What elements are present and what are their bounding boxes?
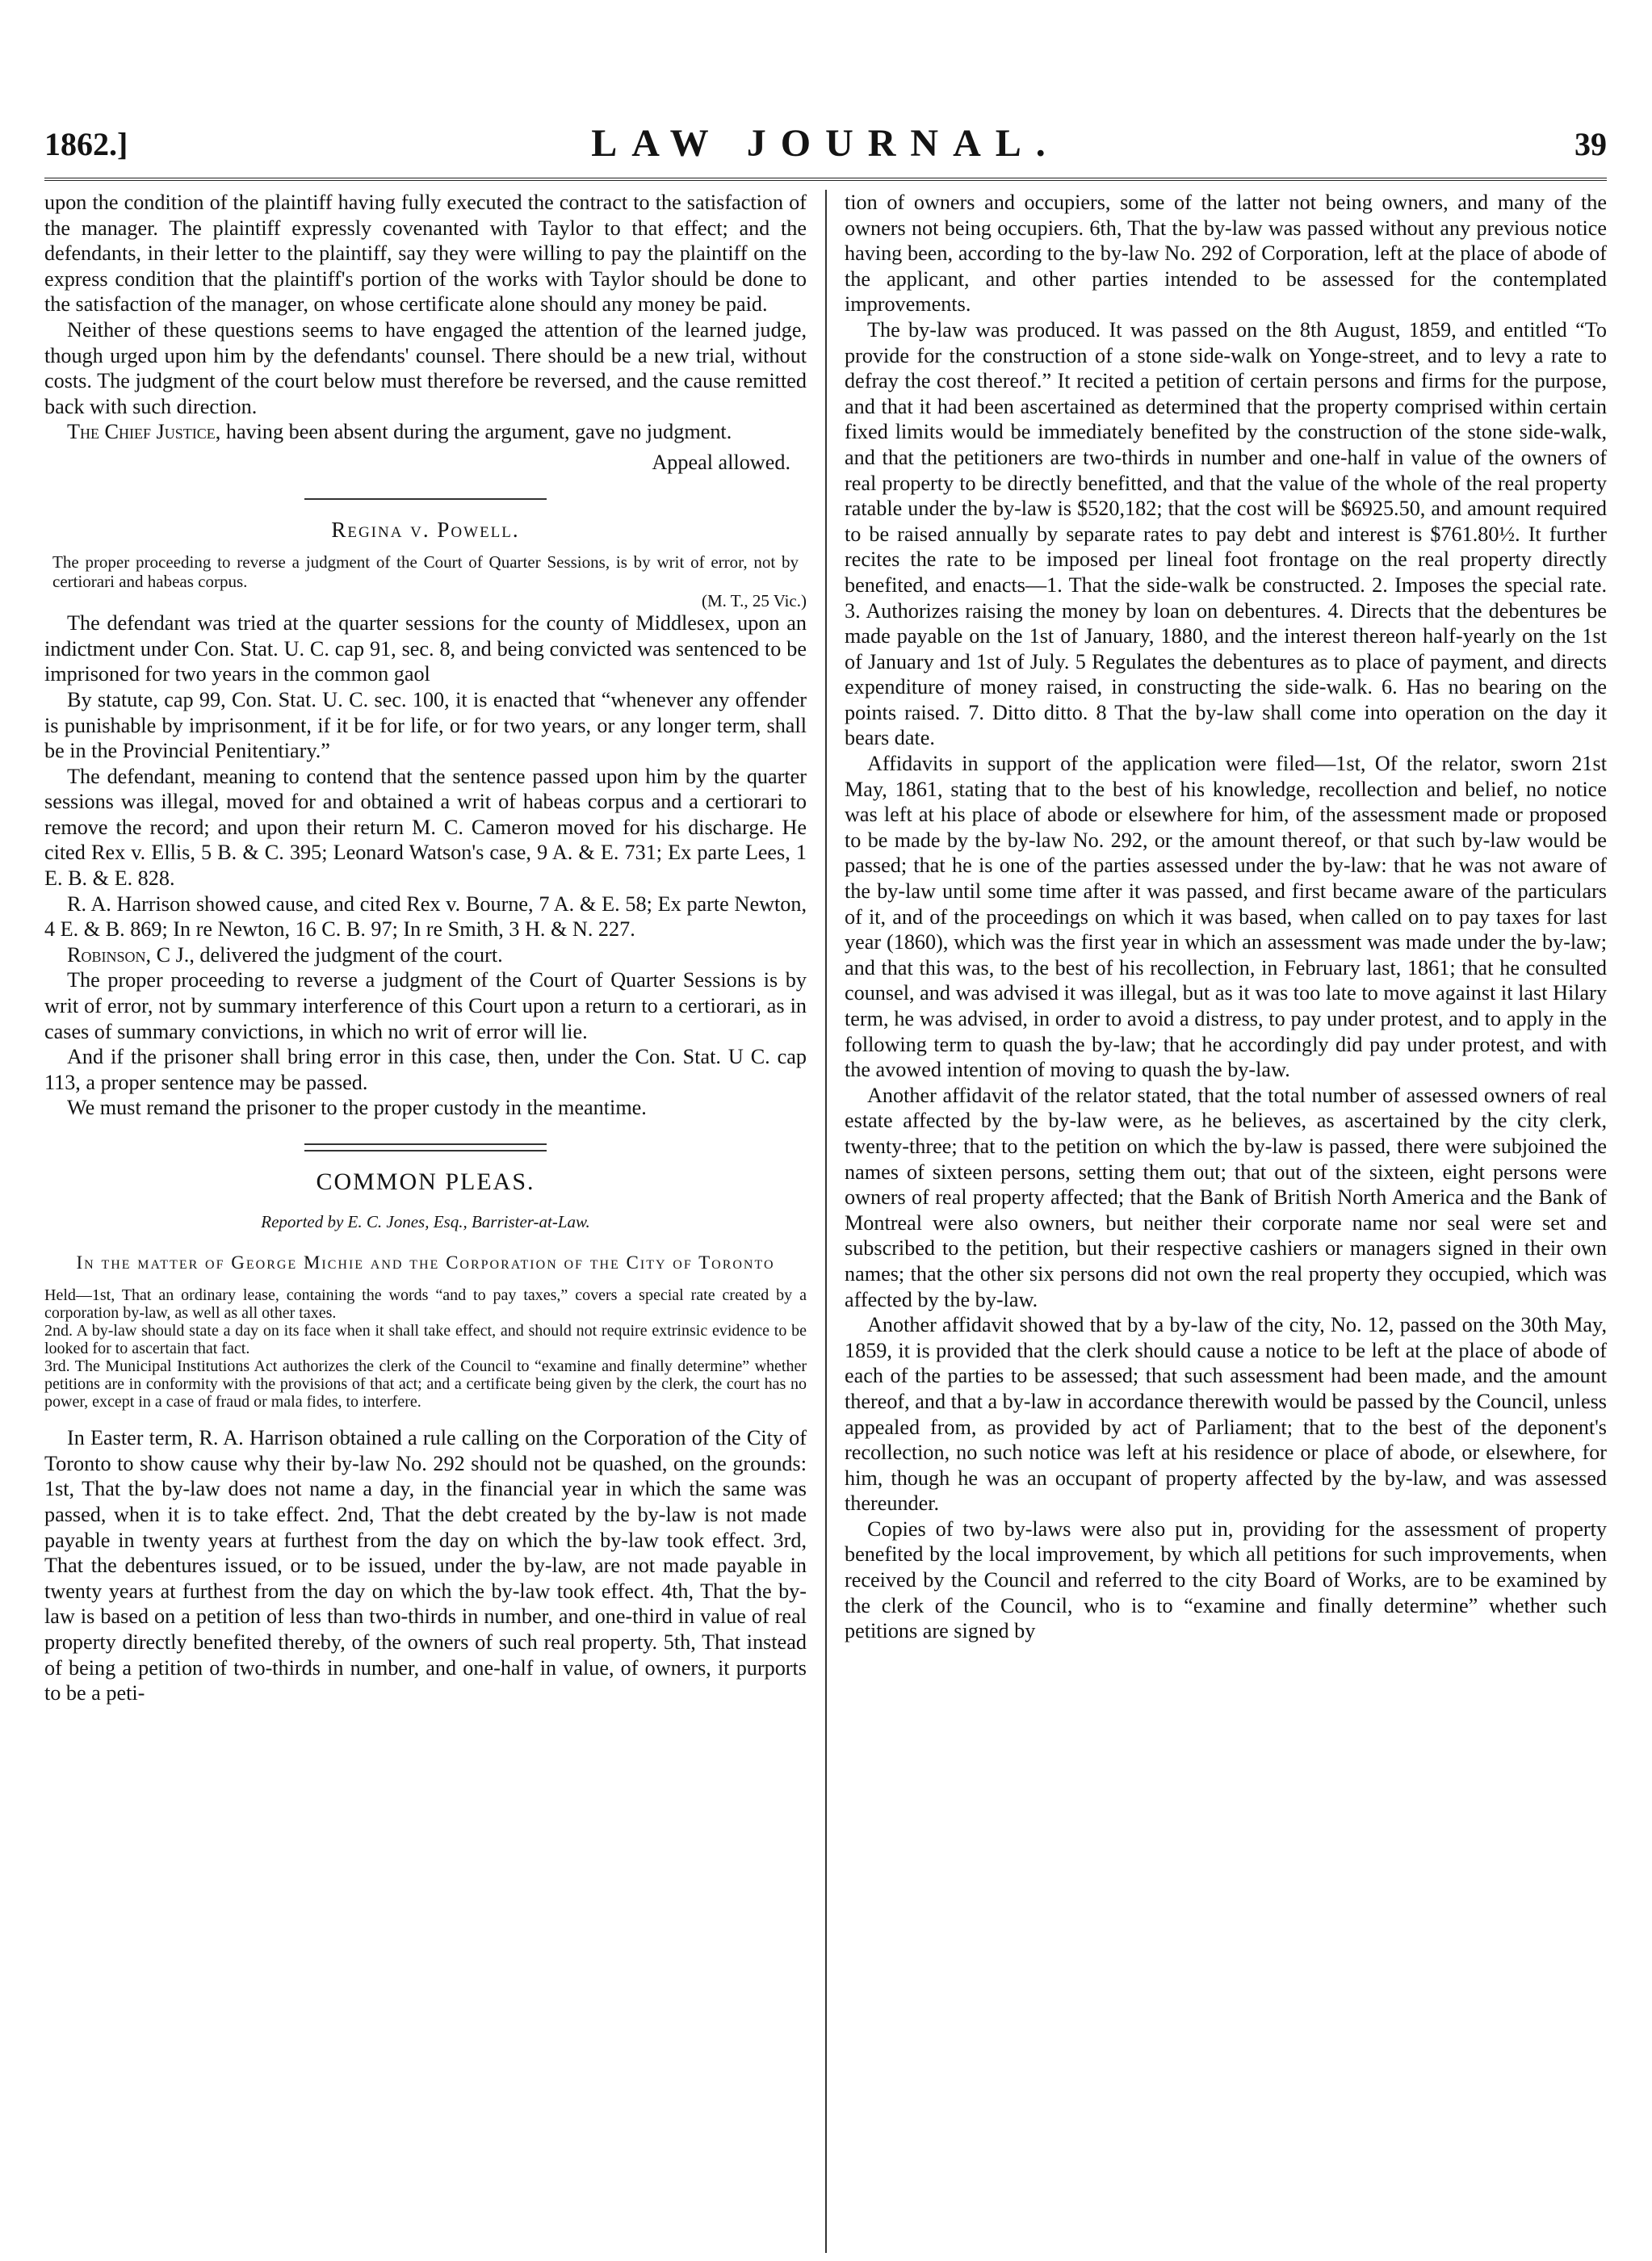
- journal-page: [44, 121, 1607, 1705]
- paragraph: And if the prisoner shall bring error in this case, then, under the Con. Stat. U C. cap 113, a proper sentence may be passed.: [44, 1045, 807, 1094]
- reporter-line: Reported by E. C. Jones, Esq., Barrister-at-Law.: [261, 1211, 590, 1231]
- paragraph: Another affidavit showed that by a by-law of the city, No. 12, passed on the 30th May, 1859, it is provided that the clerk should cause a notice to be left at the place of abode of each of the parties to be assessed; that such assessment had been made, and the amount thereof, and that a by-law in accordance therewith would be passed by the Council, unless appealed from, as provided by act of Parliament; that to the best of the deponent's recollection, no such notice was left at his residence or place of abode, or elsewhere, for him, though he was an occupant of property affected by the by-law, and was assessed thereunder.: [845, 1313, 1607, 1516]
- paragraph: R. A. Harrison showed cause, and cited Rex v. Bourne, 7 A. & E. 58; Ex parte Newton, 4 E. & B. 869; In re Newton, 16 C. B. 97; In re Smith, 3 H. & N. 227.: [44, 891, 807, 942]
- paragraph: [44, 942, 807, 968]
- page-header: [44, 121, 1607, 181]
- paragraph-text: delivered the judgment of the court.: [194, 942, 503, 967]
- held-note: Held—1st, That an ordinary lease, containing the words “and to pay taxes,” covers a special rate created by a corporation by-law, as well as all other taxes.: [44, 1286, 807, 1323]
- appeal-result: Appeal allowed.: [652, 450, 790, 474]
- judge-name: Robinson, C J.,: [67, 942, 195, 967]
- column-divider: [825, 190, 827, 2253]
- paragraph: The by-law was produced. It was passed on the 8th August, 1859, and entitled “To provide for the construction of a stone side-walk on Yonge-street, and to levy a rate to defray the cost thereof.” It recited a petition of certain persons and firms for the purpose, and that it had been ascertained as determined that the property comprised within certain fixed limits would be immediately benefited by the construction of the stone side-walk, and that the petitioners are two-thirds in number and one-half in value of the owners of real property to be directly benefitted, and that the value of the whole of the real property ratable under the by-law is $520,182; that the cost will be $6925.50, and amount required to be raised annually by separate rates to pay debt and interest is $761.80½. It further recites the rate to be imposed per lineal foot frontage on the real property directly benefited, and enacts—1. That the side-walk be constructed. 2. Imposes the special rate. 3. Authorizes raising the money by loan on debentures. 4. Directs that the debentures be made payable on the 1st of January, 1880, and the interest thereon half-yearly on the 1st of January and 1st of July. 5 Regulates the debentures as to place of payment, and directs expenditure of money raised, in constructing the side-walk. 6. Has no bearing on the points raised. 7. Ditto ditto. 8 That the by-law shall come into operation on the day it bears date.: [845, 317, 1607, 750]
- divider: [304, 498, 547, 500]
- paragraph: Copies of two by-laws were also put in, providing for the assessment of property benefited by the local improvement, by which all petitions for such improvements, when received by the Council and referred to the city Board of Works, are to be examined by the clerk of the Council, who is to “examine and finally determine” whether such petitions are signed by: [845, 1516, 1607, 1643]
- held-note: 3rd. The Municipal Institutions Act authorizes the clerk of the Council to “examine and finally determine” whether petitions are in conformity with the provisions of that act; and a certificate being given by the clerk, the court has no power, except in a case of fraud or mala fides, to interfere.: [44, 1357, 807, 1412]
- paragraph: [44, 419, 807, 445]
- paragraph: Another affidavit of the relator stated, that the total number of assessed owners of real estate affected by the by-law were, as he believes, as ascertained by the city clerk, twenty-three; that to the petition on which the by-law is passed, there were subjoined the names of sixteen persons, setting them out; that out of the sixteen, eight persons were owners of real property affected; that the Bank of British North America and the Bank of Montreal were also owners, but neither their corporate name nor seal were set and subscribed to the petition, but their respective cashiers or managers signed in their own names; that the other six persons did not own the real property they occupied, which was affected by the by-law.: [845, 1083, 1607, 1311]
- case-title: In the matter of George Michie and the Corporation of the City of Toronto: [76, 1252, 775, 1273]
- paragraph: upon the condition of the plaintiff having fully executed the contract to the satisfaction of the manager. The plaintiff expressly covenanted with Taylor to that effect; and the defendants, in their letter to the plaintiff, say they were willing to pay the plaintiff on the express condition that the plaintiff's portion of the works with Taylor should be done to the satisfaction of the manager, on whose certificate alone should any money be paid.: [44, 191, 807, 317]
- paragraph: The defendant was tried at the quarter sessions for the county of Middlesex, upon an indictment under Con. Stat. U. C. cap 91, sec. 8, and being convicted was sentenced to be imprisoned for two years in the common gaol: [44, 611, 807, 686]
- paragraph: Neither of these questions seems to have engaged the attention of the learned judge, though urged upon him by the defendants' counsel. There should be a new trial, without costs. The judgment of the court below must therefore be reversed, and the cause remitted back with such direction.: [44, 317, 807, 418]
- paragraph: The proper proceeding to reverse a judgment of the Court of Quarter Sessions is by writ of error, not by summary interference of this Court upon a return to a certiorari, as in cases of summary convictions, in which no writ of error will lie.: [44, 968, 807, 1043]
- paragraph: By statute, cap 99, Con. Stat. U. C. sec. 100, it is enacted that “whenever any offender is punishable by imprisonment, if it be for life, or for two years, or any longer term, shall be in the Provincial Penitentiary.”: [44, 687, 807, 763]
- held-notes: [44, 1286, 807, 1411]
- paragraph: Affidavits in support of the application were filed—1st, Of the relator, sworn 21st May, 1861, stating that to the best of his knowledge, recollection and belief, no notice was left at his place of abode or elsewhere for him, of the assessment made or proposed to be made by the by-law No. 292, or the amount thereof, or that such by-law would be passed; that he is one of the parties assessed under the by-law: that he was not aware of the by-law until some time after it was passed, and first became aware of the particulars of it, and of the proceedings on which it was based, when called on to pay taxes for last year (1860), which was the first year in which an assessment was made under the by-law; and that this was, to the best of his recollection, in February last, 1861; that he consulted counsel, and was advised it was illegal, but as it was too late to move against it last Hilary term, he was advised, in order to avoid a distress, to pay under protest, and to apply in the following term to quash the by-law; that he accordingly did pay under protest, and with the avowed intention of moving to quash the by-law.: [845, 752, 1607, 1082]
- section-title: COMMON PLEAS.: [316, 1168, 535, 1195]
- head-note: The proper proceeding to reverse a judgment of the Court of Quarter Sessions, is by writ of error, not by certiorari and habeas corpus.: [52, 552, 799, 592]
- page-number: 39: [1574, 126, 1607, 162]
- paragraph: tion of owners and occupiers, some of the latter not being owners, and many of the owners not being occupiers. 6th, That the by-law was passed without any previous notice having been, according to the by-law No. 292 of Corporation, left at the place of abode of the applicant, and other parties intended to be assessed for the contemplated improvements.: [845, 191, 1607, 317]
- right-column: [845, 190, 1607, 1644]
- head-note-citation: (M. T., 25 Vic.): [702, 591, 807, 611]
- paragraph: We must remand the prisoner to the proper custody in the meantime.: [67, 1096, 647, 1120]
- paragraph: In Easter term, R. A. Harrison obtained a rule calling on the Corporation of the City of Toronto to show cause why their by-law No. 292 should not be quashed, on the grounds: 1st, That the by-law does not name a day, in the financial year in which the same was passed, when it is to take effect. 2nd, That the debt created by the by-law is not made payable in twenty years at furthest from the day on which the by-law took effect. 3rd, That the debentures issued, or to be issued, under the by-law, are not made payable in twenty years at furthest from the day on which the by-law took effect. 4th, That the by-law is based on a petition of less than two-thirds in number, and one-third in value of real property directly benefited thereby, of the owners of such real property. 5th, That instead of being a petition of two-thirds in number, and one-half in value, of owners, it purports to be a peti-: [44, 1426, 807, 1705]
- paragraph: The defendant, meaning to contend that the sentence passed upon him by the quarter sessions was illegal, moved for and obtained a writ of habeas corpus and a certiorari to remove the record; and upon their return M. C. Cameron moved for his discharge. He cited Rex v. Ellis, 5 B. & C. 395; Leonard Watson's case, 9 A. & E. 731; Ex parte Lees, 1 E. B. & E. 828.: [44, 764, 807, 891]
- left-column: [44, 190, 807, 1706]
- paragraph-text: having been absent during the argument, gave no judgment.: [220, 420, 732, 444]
- year-page-label: 1862.]: [44, 126, 128, 162]
- held-note: 2nd. A by-law should state a day on its face when it shall take effect, and should not require extrinsic evidence to be looked for to ascertain that fact.: [44, 1322, 807, 1358]
- judge-name: The Chief Justice,: [67, 420, 221, 444]
- case-title: Regina v. Powell.: [331, 517, 520, 542]
- journal-title: LAW JOURNAL.: [591, 122, 1060, 165]
- section-divider: [304, 1143, 547, 1151]
